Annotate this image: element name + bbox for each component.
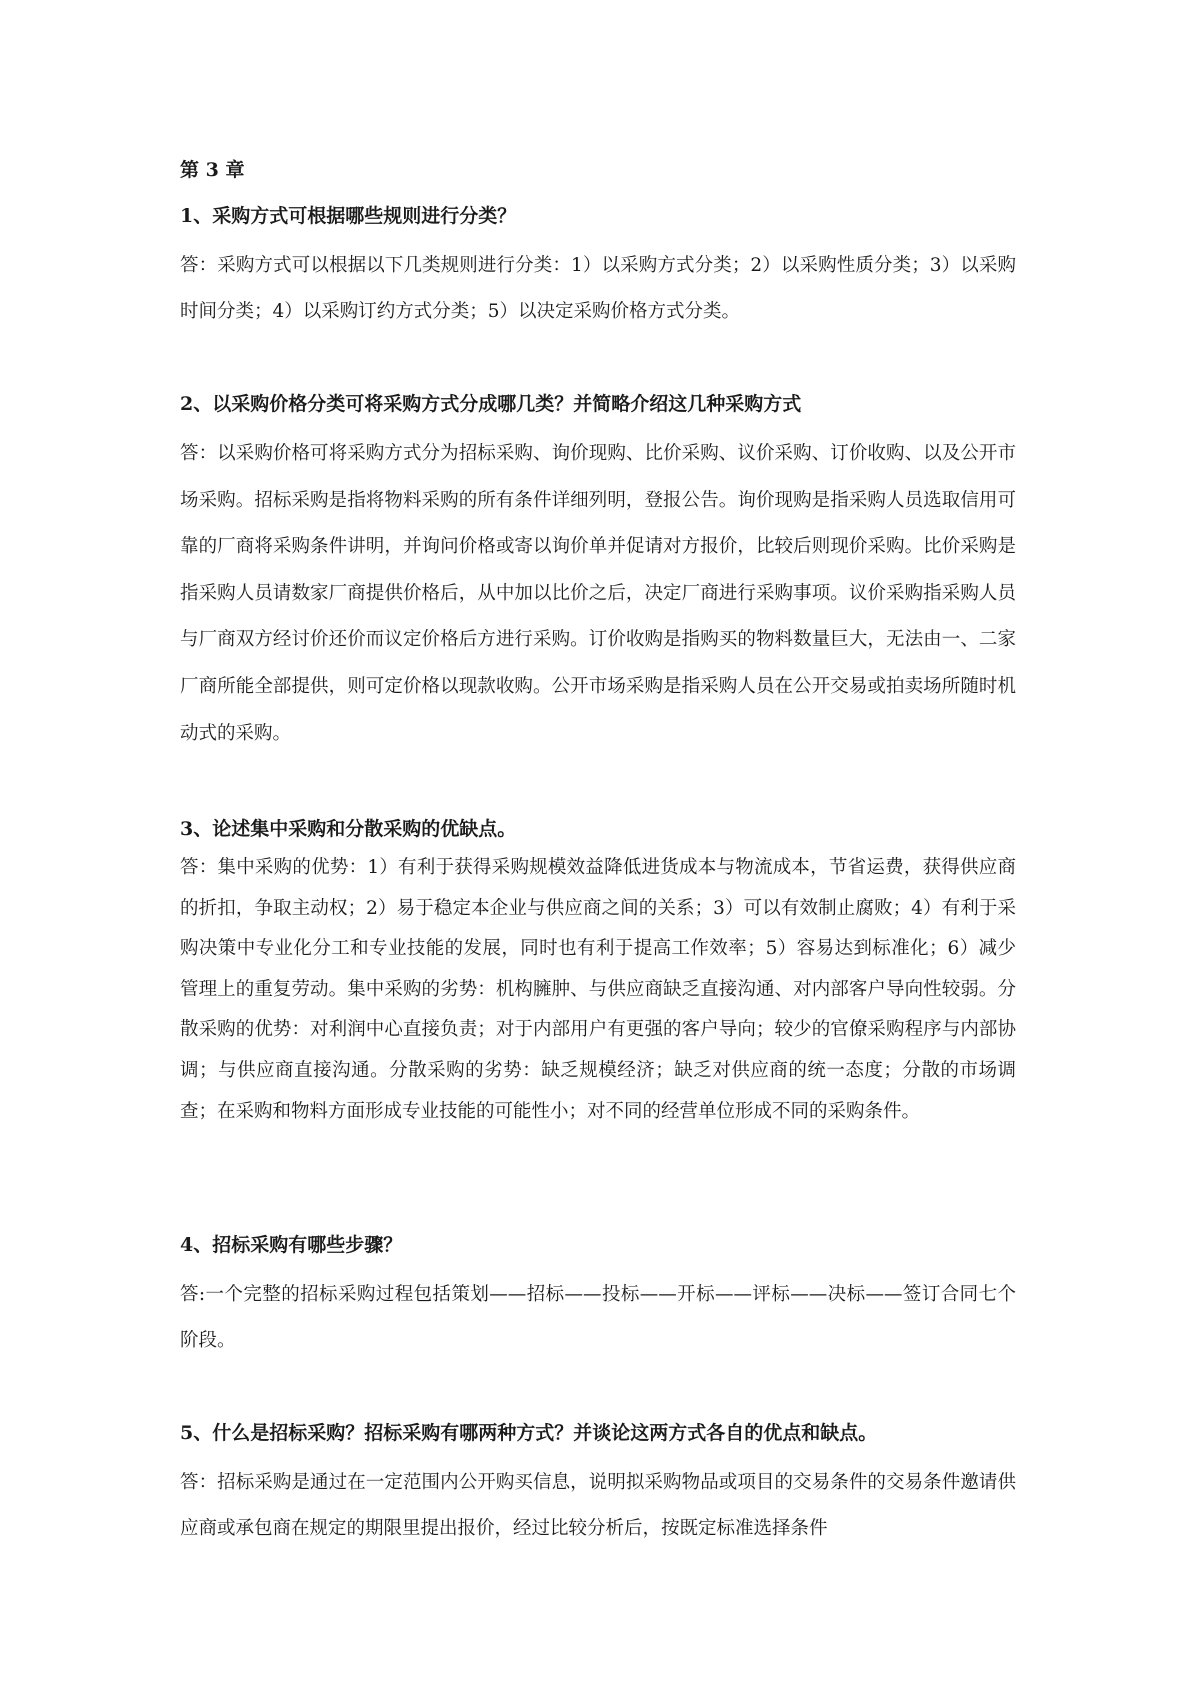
answer-2: 答：以采购价格可将采购方式分为招标采购、询价现购、比价采购、议价采购、订价收购、以及公开市场采购。招标采购是指将物料采购的所有条件详细列明，登报公告。询价现购是指采购人员选取信用可靠的厂商将采购条件讲明，并询问价格或寄以询价单并促请对方报价，比较后则现价采购。比价采购是指采购人员请数家厂商提供价格后，从中加以比价之后，决定厂商进行采购事项。议价采购指采购人员与厂商双方经讨价还价而议定价格后方进行采购。订价收购是指购买的物料数量巨大，无法由一、二家厂商所能全部提供，则可定价格以现款收购。公开市场采购是指采购人员在公开交易或拍卖场所随时机动式的采购。 [180, 443, 1016, 744]
document-page [180, 0, 1016, 1684]
answer-4: 答:一个完整的招标采购过程包括策划——招标——投标——开标——评标——决标——签订合同七个阶段。 [180, 1284, 1016, 1351]
answer-3: 答：集中采购的优势：1）有利于获得采购规模效益降低进货成本与物流成本，节省运费，获得供应商的折扣，争取主动权；2）易于稳定本企业与供应商之间的关系；3）可以有效制止腐败；4）有利于采购决策中专业化分工和专业技能的发展，同时也有利于提高工作效率；5）容易达到标准化；6）减少管理上的重复劳动。集中采购的劣势：机构臃肿、与供应商缺乏直接沟通、对内部客户导向性较弱。分散采购的优势：对利润中心直接负责；对于内部用户有更强的客户导向；较少的官僚采购程序与内部协调；与供应商直接沟通。分散采购的劣势：缺乏规模经济；缺乏对供应商的统一态度；分散的市场调查；在采购和物料方面形成专业技能的可能性小；对不同的经营单位形成不同的采购条件。 [180, 857, 1016, 1122]
question-5: 5、什么是招标采购？招标采购有哪两种方式？并谈论这两方式各自的优点和缺点。 [180, 1422, 878, 1444]
answer-1: 答：采购方式可以根据以下几类规则进行分类：1）以采购方式分类；2）以采购性质分类；3）以采购时间分类；4）以采购订约方式分类；5）以决定采购价格方式分类。 [180, 255, 1016, 322]
question-4: 4、招标采购有哪些步骤？ [180, 1234, 403, 1256]
chapter-heading: 第 3 章 [180, 159, 245, 181]
question-2: 2、以采购价格分类可将采购方式分成哪几类？并简略介绍这几种采购方式 [180, 393, 802, 415]
question-1: 1、采购方式可根据哪些规则进行分类？ [180, 205, 517, 227]
question-3: 3、论述集中采购和分散采购的优缺点。 [180, 818, 517, 840]
answer-5: 答：招标采购是通过在一定范围内公开购买信息，说明拟采购物品或项目的交易条件的交易条件邀请供应商或承包商在规定的期限里提出报价，经过比较分析后，按既定标准选择条件 [180, 1472, 1016, 1539]
